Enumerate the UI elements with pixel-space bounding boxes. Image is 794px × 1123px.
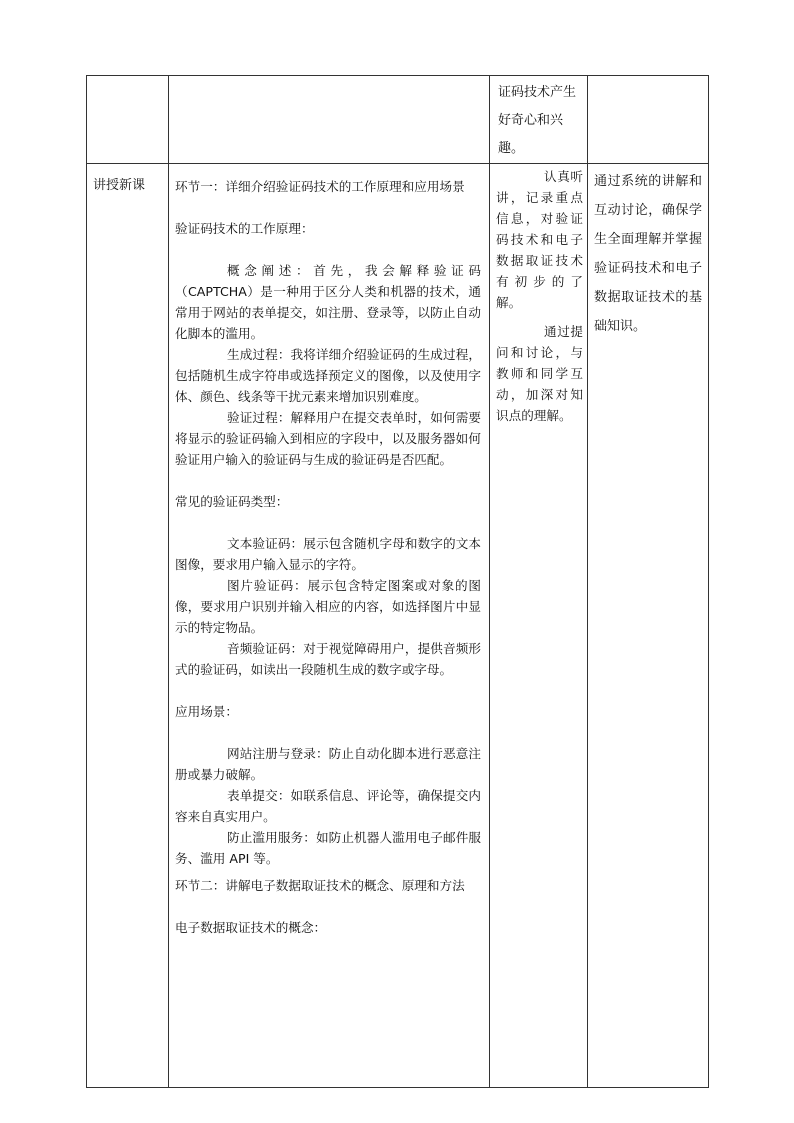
content-p2: 验证码技术的工作原理： [175,221,314,236]
content-p13: 防止滥用服务：如防止机器人滥用电子邮件服务、滥用 API 等。 [175,830,481,866]
content-p3: 概念阐述：首先，我会解释验证码（CAPTCHA）是一种用于区分人类和机器的技术，通常用于网站的表单提交，如注册、登录等，以防止自动化脚本的滥用。 [175,263,481,341]
continuation-activity-line2: 好奇心和兴趣。 [498,113,564,156]
teaching-content-cell [169,164,490,1088]
design-intent-text: 通过系统的讲解和互动讨论，确保学生全面理解并掌握验证码技术和电子数据取证技术的基础知识。 [594,174,702,334]
content-p4: 生成过程：我将详细介绍验证码的生成过程，包括随机生成字符串或选择预定义的图像，以及使用字体、颜色、线条等干扰元素来增加识别难度。 [175,347,481,404]
lesson-plan-table [86,75,709,1088]
activity-a2: 通过提问和讨论，与教师和同学互动，加深对知识点的理解。 [496,324,583,423]
continuation-activity-cell [490,76,588,164]
content-p10: 应用场景： [175,704,238,719]
content-p7: 文本验证码：展示包含随机字母和数字的文本图像，要求用户输入显示的字符。 [175,536,481,572]
content-p12: 表单提交：如联系信息、评论等，确保提交内容来自真实用户。 [175,788,481,824]
continuation-activity-line1: 证码技术产生 [498,85,577,100]
content-p8: 图片验证码：展示包含特定图案或对象的图像，要求用户识别并输入相应的内容，如选择图片中显示的特定物品。 [175,578,481,635]
continuation-content-cell [169,76,490,164]
design-intent-cell [588,164,709,1088]
content-p15: 电子数据取证技术的概念： [175,920,327,935]
activity-a1: 认真听讲，记录重点信息，对验证码技术和电子数据取证技术有初步的了解。 [496,169,583,310]
content-p9: 音频验证码：对于视觉障碍用户，提供音频形式的验证码，如读出一段随机生成的数字或字母。 [175,641,481,677]
continuation-row [87,76,709,164]
content-p6: 常见的验证码类型： [175,494,289,509]
section-label: 讲授新课 [87,164,169,1088]
continuation-section-cell [87,76,169,164]
content-p1: 环节一：详细介绍验证码技术的工作原理和应用场景 [175,179,465,194]
teaching-row [87,164,709,1088]
content-p14: 环节二：讲解电子数据取证技术的概念、原理和方法 [175,878,465,893]
content-p11: 网站注册与登录：防止自动化脚本进行恶意注册或暴力破解。 [175,746,481,782]
student-activity-cell [490,164,588,1088]
continuation-intent-cell [588,76,709,164]
content-p5: 验证过程：解释用户在提交表单时，如何需要将显示的验证码输入到相应的字段中，以及服务器如何验证用户输入的验证码与生成的验证码是否匹配。 [175,410,481,467]
